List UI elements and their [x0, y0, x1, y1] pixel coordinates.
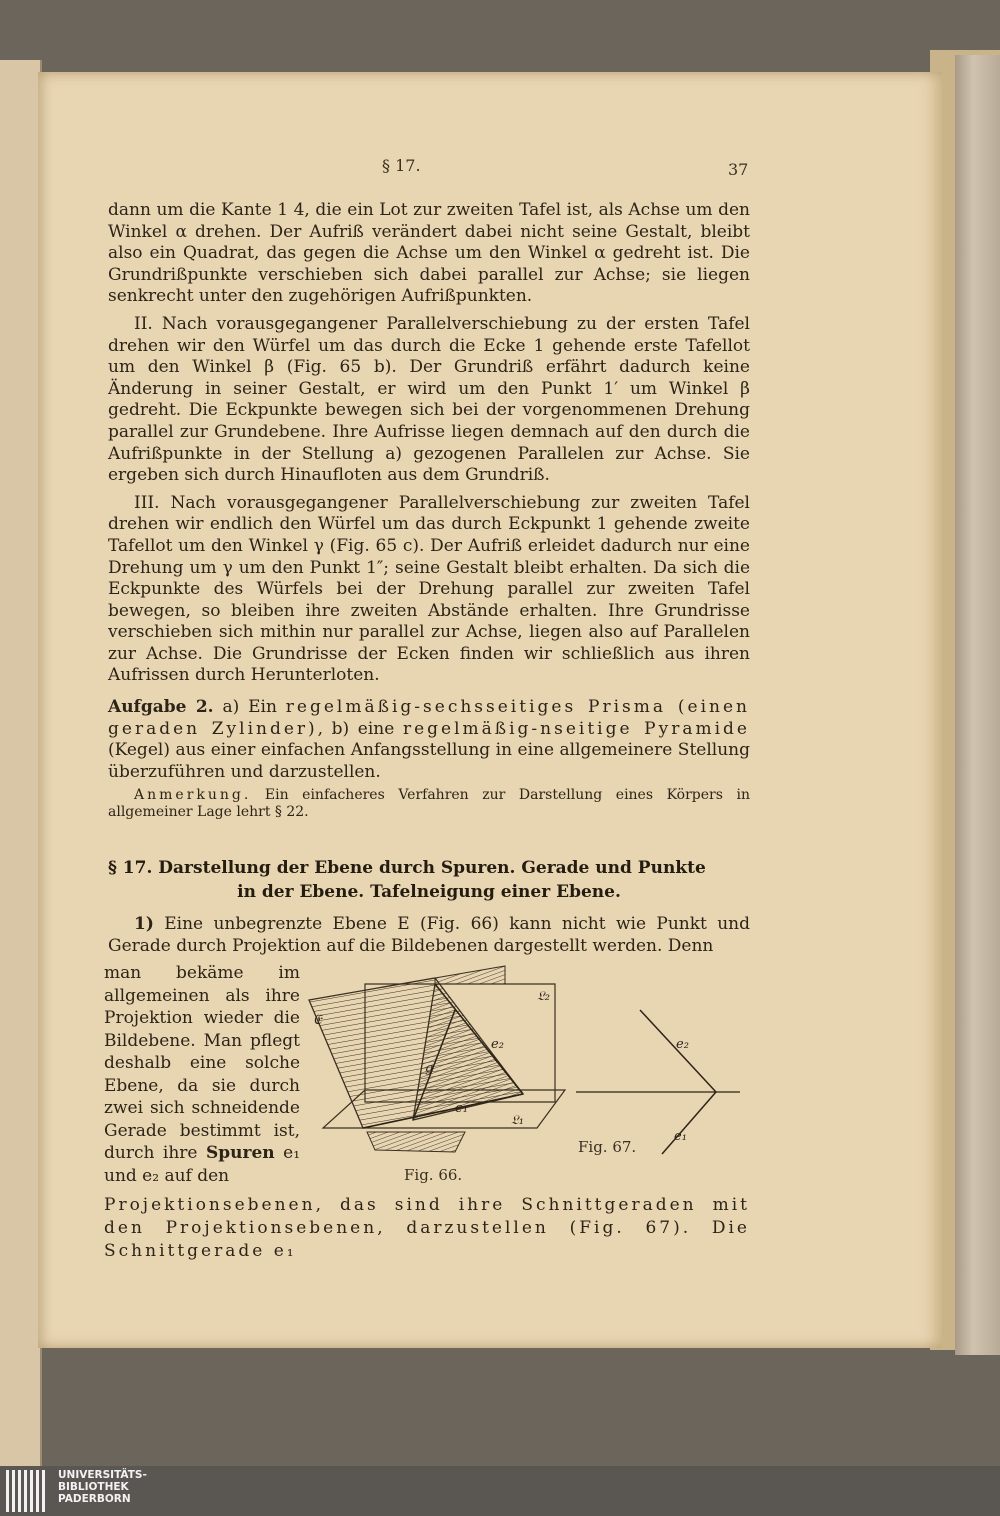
library-name-line3: PADERBORN	[58, 1493, 131, 1505]
section-heading-line2: in der Ebene. Tafelneigung einer Ebene.	[237, 882, 621, 902]
paragraph-2: II. Nach vorausgegangener Parallelverschiebung zu der ersten Tafel drehen wir den Würfel um das durch die Ecke 1 gehende erste Tafellot um den Winkel β (Fig. 65 b). Der Grundriß erfährt dadurch keine Änderung in seiner Gestalt, er wird um den Punkt 1′ um Winkel β gedreht. Die Eckpunkte bewegen sich bei der vorgenommenen Drehung parallel zur Grundebene. Ihre Aufrisse liegen demnach auf den durch die Aufrißpunkte in der Stellung a) gezogenen Parallelen zur Achse. Sie ergeben sich durch Hinaufloten aus dem Grundriß.	[108, 313, 750, 486]
anmerkung-text: Ein einfacheres Verfahren zur Darstellung eines Körpers in allgemeiner Lage lehrt § 22.	[108, 787, 750, 821]
fig67-label-e2: e₂	[676, 1037, 689, 1052]
figure-66	[305, 962, 575, 1162]
aufgabe-term-prism: regelmäßig-sechsseitiges Prisma (einen geraden Zylinder)	[108, 697, 750, 739]
aufgabe-label: Aufgabe 2.	[108, 697, 214, 718]
fig66-caption: Fig. 66.	[404, 1166, 463, 1184]
library-logo-icon	[6, 1470, 50, 1512]
aufgabe-term-pyramid: regelmäßig-nseitige Pyramide	[402, 718, 750, 739]
library-name-line1: UNIVERSITÄTS-	[58, 1469, 147, 1481]
fig67-label-e1: e₁	[674, 1129, 687, 1144]
figure-67	[570, 1000, 750, 1160]
plane-e-bottom	[367, 1132, 465, 1152]
label-g: g	[425, 1061, 434, 1076]
body2-first-line	[108, 914, 750, 957]
label-e1: e₁	[455, 1101, 468, 1116]
aufgabe-text-a: a) Ein	[213, 697, 286, 718]
left-page-edge	[0, 60, 42, 1466]
aufgabe-text-b: , b) eine	[317, 718, 403, 739]
trace-e1-line	[662, 1092, 716, 1154]
label-E: 𝔈	[313, 1012, 322, 1028]
aufgabe-text-c: (Kegel) aus einer einfachen Anfangsstellung in eine allgemeinere Stellung überzuführen und darzustellen.	[108, 740, 750, 782]
label-L2: 𝔏₂	[537, 989, 550, 1004]
body2-intro	[108, 914, 750, 957]
library-name-line2: BIBLIOTHEK	[58, 1481, 129, 1493]
running-header-section: § 17.	[382, 156, 421, 175]
section-heading-line1: § 17. Darstellung der Ebene durch Spuren. Gerade und Punkte	[108, 858, 706, 878]
page-number: 37	[728, 160, 749, 179]
body2-float-text	[104, 962, 300, 1187]
body2-float-end: e₁ und e₂ auf den	[104, 1143, 301, 1186]
body2-number: 1)	[134, 914, 154, 934]
paragraph-1: dann um die Kante 1 4, die ein Lot zur zweiten Tafel ist, als Achse um den Winkel α drehen. Der Aufriß verändert dabei nicht seine Gestalt, bleibt also ein Quadrat, das gegen die Achse um den Winkel α gedreht ist. Die Grundrißpunkte verschieben sich dabei parallel zur Achse; sie liegen senkrecht unter den zugehörigen Aufrißpunkten.	[108, 200, 750, 307]
plane-e-top	[435, 966, 505, 984]
label-L1: 𝔏₁	[511, 1113, 524, 1128]
paragraph-3: III. Nach vorausgegangener Parallelverschiebung zur zweiten Tafel drehen wir endlich den Würfel um das durch Eckpunkt 1 gehende zweite Tafellot um den Winkel γ (Fig. 65 c). Der Aufriß erleidet dadurch nur eine Drehung um γ um den Punkt 1″; seine Gestalt bleibt erhalten. Da sich die Eckpunkte des Würfels bei der Drehung parallel zur zweiten Tafel bewegen, so bleiben ihre zweiten Abstände erhalten. Ihre Grundrisse verschieben sich mithin nur parallel zur Achse, liegen also auf Parallelen zur Achse. Die Grundrisse der Ecken finden wir schließlich aus ihren Aufrissen durch Herunterloten.	[108, 492, 750, 686]
section-heading	[108, 856, 750, 904]
book-cover-board	[955, 55, 1000, 1355]
spuren-term: Spuren	[205, 1143, 275, 1163]
library-name	[58, 1469, 147, 1505]
text-block	[108, 200, 750, 821]
body2-first-line-text: Eine unbegrenzte Ebene E (Fig. 66) kann nicht wie Punkt und Gerade durch Projektion auf die Bildebenen dargestellt werden. Denn	[108, 914, 750, 956]
aufgabe-paragraph	[108, 697, 750, 783]
body2-float: man bekäme im allgemeinen als ihre Projektion wieder die Bildebene. Man pflegt deshalb eine solche Ebene, da sie durch zwei sich schneidende Gerade bestimmt ist, durch ihre	[104, 963, 300, 1163]
anmerkung-label: Anmerkung.	[134, 787, 252, 804]
body2-tail-text: Projektionsebenen, das sind ihre Schnittgeraden mit den Projektionsebenen, darzustellen (Fig. 67). Die Schnittgerade e₁	[104, 1195, 750, 1261]
library-footer	[0, 1466, 1000, 1516]
body2-tail	[104, 1194, 750, 1263]
anmerkung	[108, 787, 750, 821]
label-e2: e₂	[491, 1037, 504, 1052]
fig67-caption: Fig. 67.	[578, 1138, 637, 1156]
